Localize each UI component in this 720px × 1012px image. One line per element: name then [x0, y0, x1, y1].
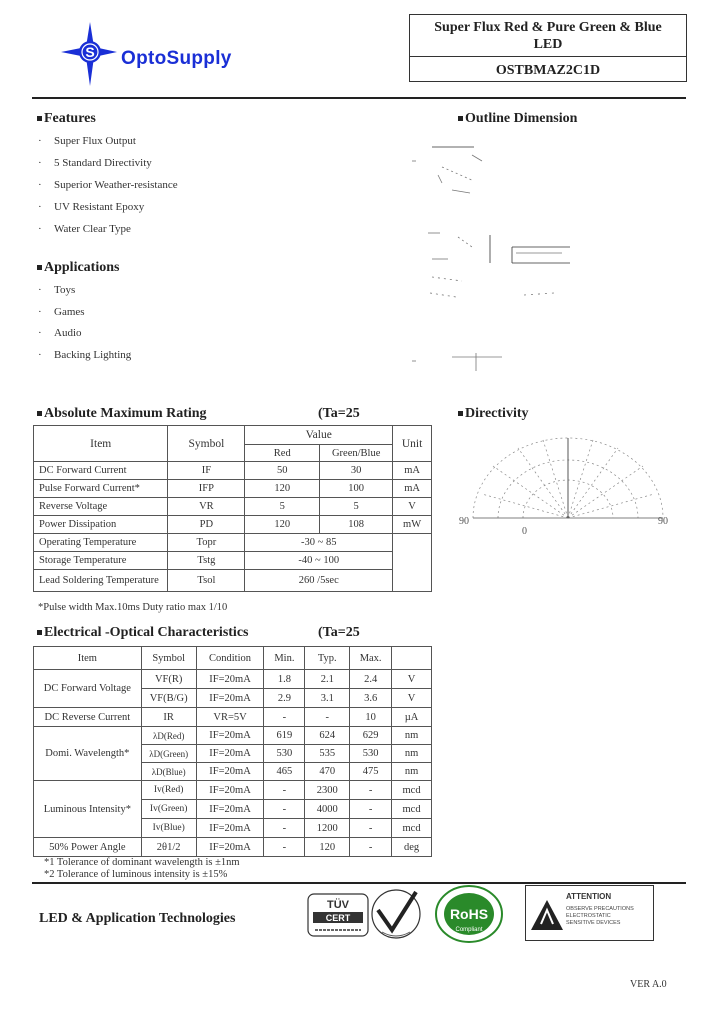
list-item: · Water Clear Type — [38, 223, 131, 235]
table-row: Luminous Intensity* Iv(Red) IF=20mA - 2300 - mcd — [34, 781, 432, 800]
table-row: VF(B/G) IF=20mA 2.9 3.1 3.6 V — [34, 689, 432, 708]
table-row: Power Dissipation PD 120 108 mW — [34, 516, 432, 534]
list-item: · Super Flux Output — [38, 135, 136, 147]
list-item: · Backing Lighting — [38, 348, 132, 361]
part-number: OSTBMAZ2C1D — [495, 63, 601, 78]
brand-logo — [55, 22, 285, 88]
square-bullet-icon — [37, 411, 42, 416]
list-item: · Audio — [38, 327, 82, 339]
table-row: Domi. Wavelength* λD(Red) IF=20mA 619 624 629 nm — [34, 727, 432, 745]
applications-list — [38, 284, 131, 370]
compliance-check-badge — [368, 886, 424, 940]
eo-note-2: *2 Tolerance of luminous intensity is ±15% — [44, 869, 228, 880]
square-bullet-icon — [458, 411, 463, 416]
title-divider — [410, 56, 686, 57]
col-header-item: Item — [34, 426, 168, 462]
abs-max-heading: Absolute Maximum Rating — [37, 406, 207, 422]
eo-header-row: Item Symbol Condition Min. Typ. Max. — [34, 647, 432, 670]
attention-text: OBSERVE PRECAUTIONS ELECTROSTATIC SENSITIVE DEVICES — [566, 906, 634, 926]
angle-label-left: 90 — [459, 516, 469, 527]
list-item: · 5 Standard Directivity — [38, 157, 152, 169]
list-item: · Games — [38, 305, 85, 318]
rohs-compliant-badge — [434, 884, 504, 944]
col-header-value: Value — [245, 426, 393, 445]
table-row: Iv(Green) IF=20mA - 4000 - mcd — [34, 800, 432, 819]
col-header-red: Red — [245, 445, 320, 462]
header-rule — [32, 97, 686, 99]
col-header-symbol: Symbol — [168, 426, 245, 462]
outline-heading: Outline Dimension — [458, 111, 577, 127]
esd-attention-label — [525, 885, 654, 941]
square-bullet-icon — [37, 265, 42, 270]
list-item: · Toys — [38, 284, 76, 296]
rohs-text: RoHS — [449, 906, 489, 922]
square-bullet-icon — [458, 116, 463, 121]
tuv-cert-badge — [307, 890, 369, 940]
directivity-diagram — [458, 430, 678, 540]
version-label: VER A.0 — [630, 979, 667, 990]
footer-rule — [32, 882, 686, 884]
optosupply-star-icon — [55, 22, 125, 88]
list-item: · Superior Weather-resistance — [38, 179, 178, 191]
rohs-compliant-text: Compliant — [455, 927, 483, 933]
company-tagline: LED & Application Technologies — [39, 911, 236, 926]
table-row: λD(Green) IF=20mA 530 535 530 nm — [34, 745, 432, 763]
table-row: 50% Power Angle 2θ1/2 IF=20mA - 120 - deg — [34, 838, 432, 857]
table-row: λD(Blue) IF=20mA 465 470 475 nm — [34, 763, 432, 781]
outline-drawing — [412, 135, 592, 375]
features-list — [38, 135, 178, 245]
product-title: Super Flux Red & Pure Green & Blue LED — [434, 20, 662, 52]
cert-text: CERT — [325, 913, 351, 923]
list-item: · UV Resistant Epoxy — [38, 201, 145, 213]
table-row: Storage Temperature Tstg -40 ~ 100 — [34, 552, 432, 570]
attention-title: ATTENTION — [566, 892, 612, 901]
table-row: Lead Soldering Temperature Tsol 260 /5sec — [34, 570, 432, 592]
square-bullet-icon — [37, 116, 42, 121]
table-row: DC Forward Voltage VF(R) IF=20mA 1.8 2.1 2.4 V — [34, 670, 432, 689]
applications-heading: Applications — [37, 260, 119, 276]
abs-max-table — [33, 425, 432, 592]
eo-heading: Electrical -Optical Characteristics — [37, 625, 248, 641]
directivity-heading: Directivity — [458, 406, 529, 422]
tuv-text: TÜV — [327, 899, 349, 911]
col-header-green-blue: Green/Blue — [320, 445, 393, 462]
table-row: Reverse Voltage VR 5 5 V — [34, 498, 432, 516]
table-row: Operating Temperature Topr -30 ~ 85 — [34, 534, 432, 552]
abs-max-footnote: *Pulse width Max.10ms Duty ratio max 1/10 — [38, 602, 228, 613]
eo-note-1: *1 Tolerance of dominant wavelength is ±1nm — [44, 857, 240, 868]
angle-label-right: 90 — [658, 516, 668, 527]
eo-table — [33, 646, 432, 857]
logo-text: OptoSupply — [121, 48, 232, 69]
abs-max-condition: (Ta=25 — [318, 406, 360, 421]
table-row: DC Forward Current IF 50 30 mA — [34, 462, 432, 480]
esd-warning-icon — [530, 898, 564, 932]
features-heading: Features — [37, 111, 96, 127]
svg-text:S: S — [85, 44, 95, 60]
col-header-unit: Unit — [393, 426, 432, 462]
title-box — [409, 14, 687, 82]
square-bullet-icon — [37, 630, 42, 635]
eo-condition: (Ta=25 — [318, 625, 360, 640]
table-row: DC Reverse Current IR VR=5V - - 10 µA — [34, 708, 432, 727]
angle-label-bottom: 0 — [522, 526, 527, 537]
table-row: Iv(Blue) IF=20mA - 1200 - mcd — [34, 819, 432, 838]
table-row: Pulse Forward Current* IFP 120 100 mA — [34, 480, 432, 498]
